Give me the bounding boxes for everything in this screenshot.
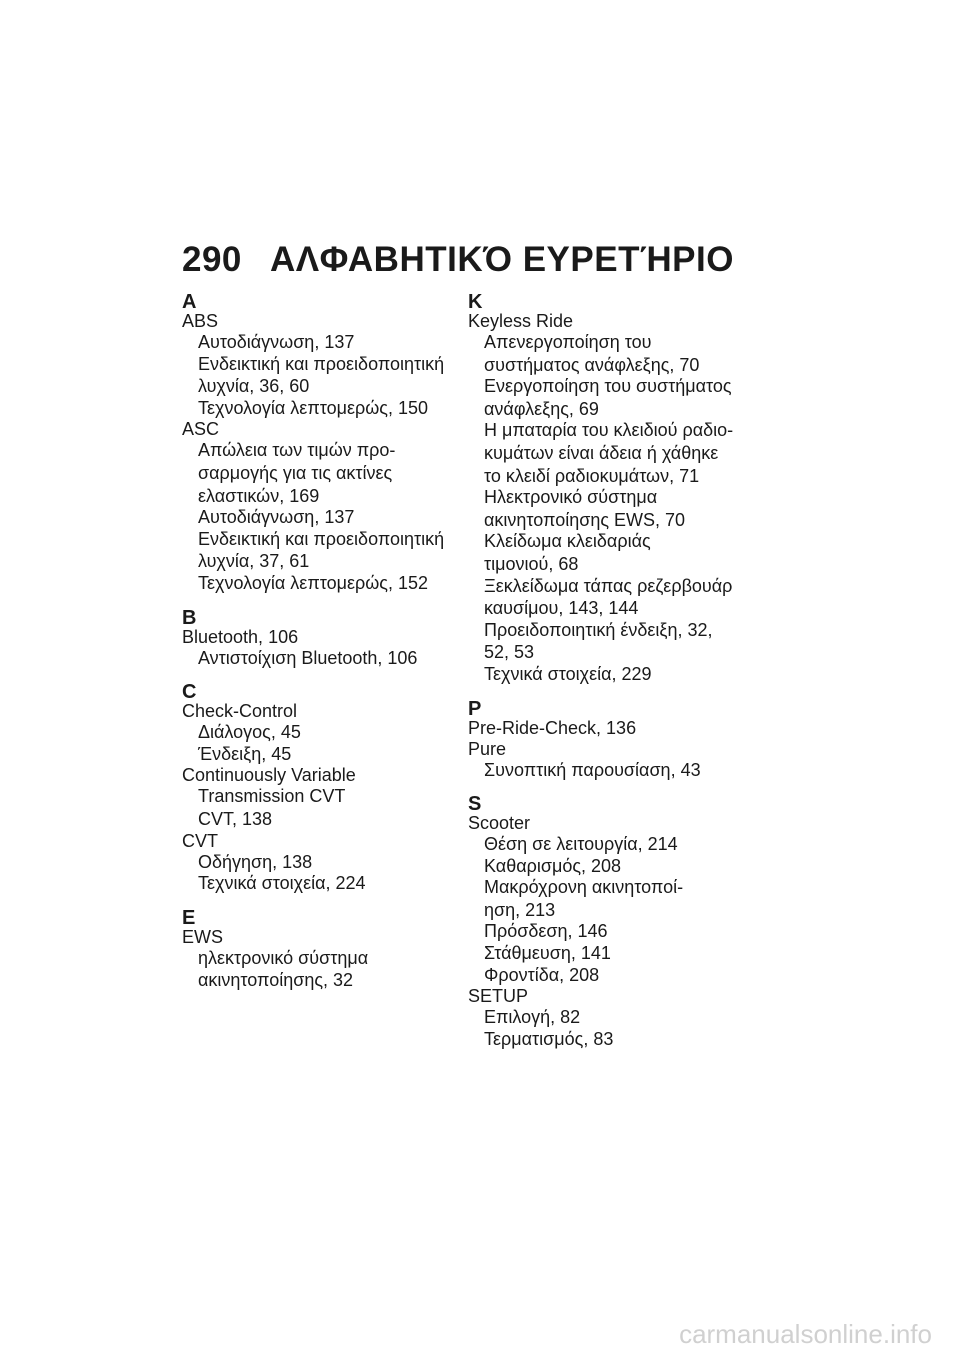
index-entry [182, 831, 472, 895]
index-column-left [182, 293, 472, 992]
index-subentry: Επιλογή, 82 [484, 1007, 581, 1028]
index-subentry: Ξεκλείδωμα τάπας ρεζερβουάρ καυσίμου, 143, 144 [484, 575, 733, 619]
index-entry [468, 311, 758, 686]
index-entry [468, 813, 758, 986]
index-letter-heading: E [182, 906, 196, 929]
index-subentry: Διάλογος, 45 [198, 722, 301, 743]
index-subentry: Αυτοδιάγνωση, 137 [198, 332, 355, 352]
index-subentry: Αυτοδιάγνωση, 137 [198, 507, 355, 528]
index-letter-heading: P [468, 697, 482, 720]
index-subentry: Transmission CVT CVT, 138 [198, 786, 346, 829]
index-subentry: Πρόσδεση, 146 [484, 921, 608, 942]
page-title: ΑΛΦΑΒΗΤΙΚΌ ΕΥΡΕΤΉΡΙΟ [270, 240, 734, 279]
index-column-right [468, 293, 758, 1050]
index-subentry: Ενδεικτική και προειδοποιητική λυχνία, 36, 60 [198, 353, 445, 397]
index-term: SETUP [468, 986, 529, 1007]
index-term: EWS [182, 926, 224, 947]
index-subentry: Συνοπτική παρουσίαση, 43 [484, 759, 701, 780]
index-letter-heading: A [182, 291, 197, 313]
index-subentry: Ενδεικτική και προειδοποιητική λυχνία, 37, 61 [198, 528, 445, 572]
index-subentry: Τεχνολογία λεπτομερώς, 150 [198, 397, 429, 418]
index-entry [468, 739, 758, 782]
watermark: carmanualsonline.info [679, 1319, 932, 1349]
index-letter-heading: K [468, 291, 483, 313]
index-entry [468, 986, 758, 1050]
index-subentry: Οδήγηση, 138 [198, 851, 313, 872]
index-entry [182, 627, 472, 670]
index-subentry: Θέση σε λειτουργία, 214 [484, 834, 678, 855]
index-letter-heading: S [468, 793, 482, 816]
index-subentry: Ηλεκτρονικό σύστημα ακινητοποίησης EWS, 70 [484, 487, 686, 530]
index-subentry: Τεχνολογία λεπτομερώς, 152 [198, 572, 429, 593]
index-letter-heading: B [182, 606, 197, 629]
page-number: 290 [182, 240, 242, 279]
index-entry [182, 765, 472, 830]
index-term: Scooter [468, 813, 531, 834]
index-entry [182, 311, 472, 419]
index-subentry: Στάθμευση, 141 [484, 943, 611, 964]
index-subentry: Ένδειξη, 45 [198, 743, 292, 764]
index-term: Pure [468, 738, 507, 759]
index-subentry: Ενεργοποίηση του συστήματος ανάφλεξης, 69 [484, 376, 732, 419]
index-term: CVT [182, 830, 218, 851]
index-subentry: Απώλεια των τιμών προ- σαρμογής για τις ακτίνες ελαστικών, 169 [198, 440, 396, 506]
index-subentry: Καθαρισμός, 208 [484, 855, 622, 876]
index-subentry: Αντιστοίχιση Bluetooth, 106 [198, 647, 418, 668]
index-term: Keyless Ride [468, 311, 574, 331]
index-term: Bluetooth, 106 [182, 626, 299, 647]
index-subentry: Προειδοποιητική ένδειξη, 32, 52, 53 [484, 619, 713, 663]
index-entry [182, 419, 472, 594]
index-subentry: Απενεργοποίηση του συστήματος ανάφλεξης, 70 [484, 332, 700, 375]
index-entry [468, 718, 758, 739]
index-subentry: Κλείδωμα κλειδαριάς τιμονιού, 68 [484, 531, 651, 574]
index-entry [182, 701, 472, 765]
index-subentry: Τεχνικά στοιχεία, 224 [198, 873, 366, 894]
index-term: ABS [182, 311, 219, 331]
index-letter-heading: C [182, 681, 197, 704]
index-term: Check-Control [182, 701, 298, 722]
index-subentry: Τερματισμός, 83 [484, 1028, 614, 1049]
index-subentry: Τεχνικά στοιχεία, 229 [484, 663, 652, 684]
index-entry [182, 927, 472, 992]
index-subentry: Φροντίδα, 208 [484, 964, 600, 985]
index-term: Pre-Ride-Check, 136 [468, 717, 637, 738]
index-term: Continuously Variable [182, 765, 356, 786]
index-term: ASC [182, 419, 220, 440]
index-subentry: Μακρόχρονη ακινητοποί- ηση, 213 [484, 877, 684, 920]
index-subentry: Η μπαταρία του κλειδιού ραδιο- κυμάτων είναι άδεια ή χάθηκε το κλειδί ραδιοκυμάτων, 71 [484, 420, 734, 486]
index-subentry: ηλεκτρονικό σύστημα ακινητοποίησης, 32 [198, 947, 369, 991]
page-header [182, 240, 734, 280]
